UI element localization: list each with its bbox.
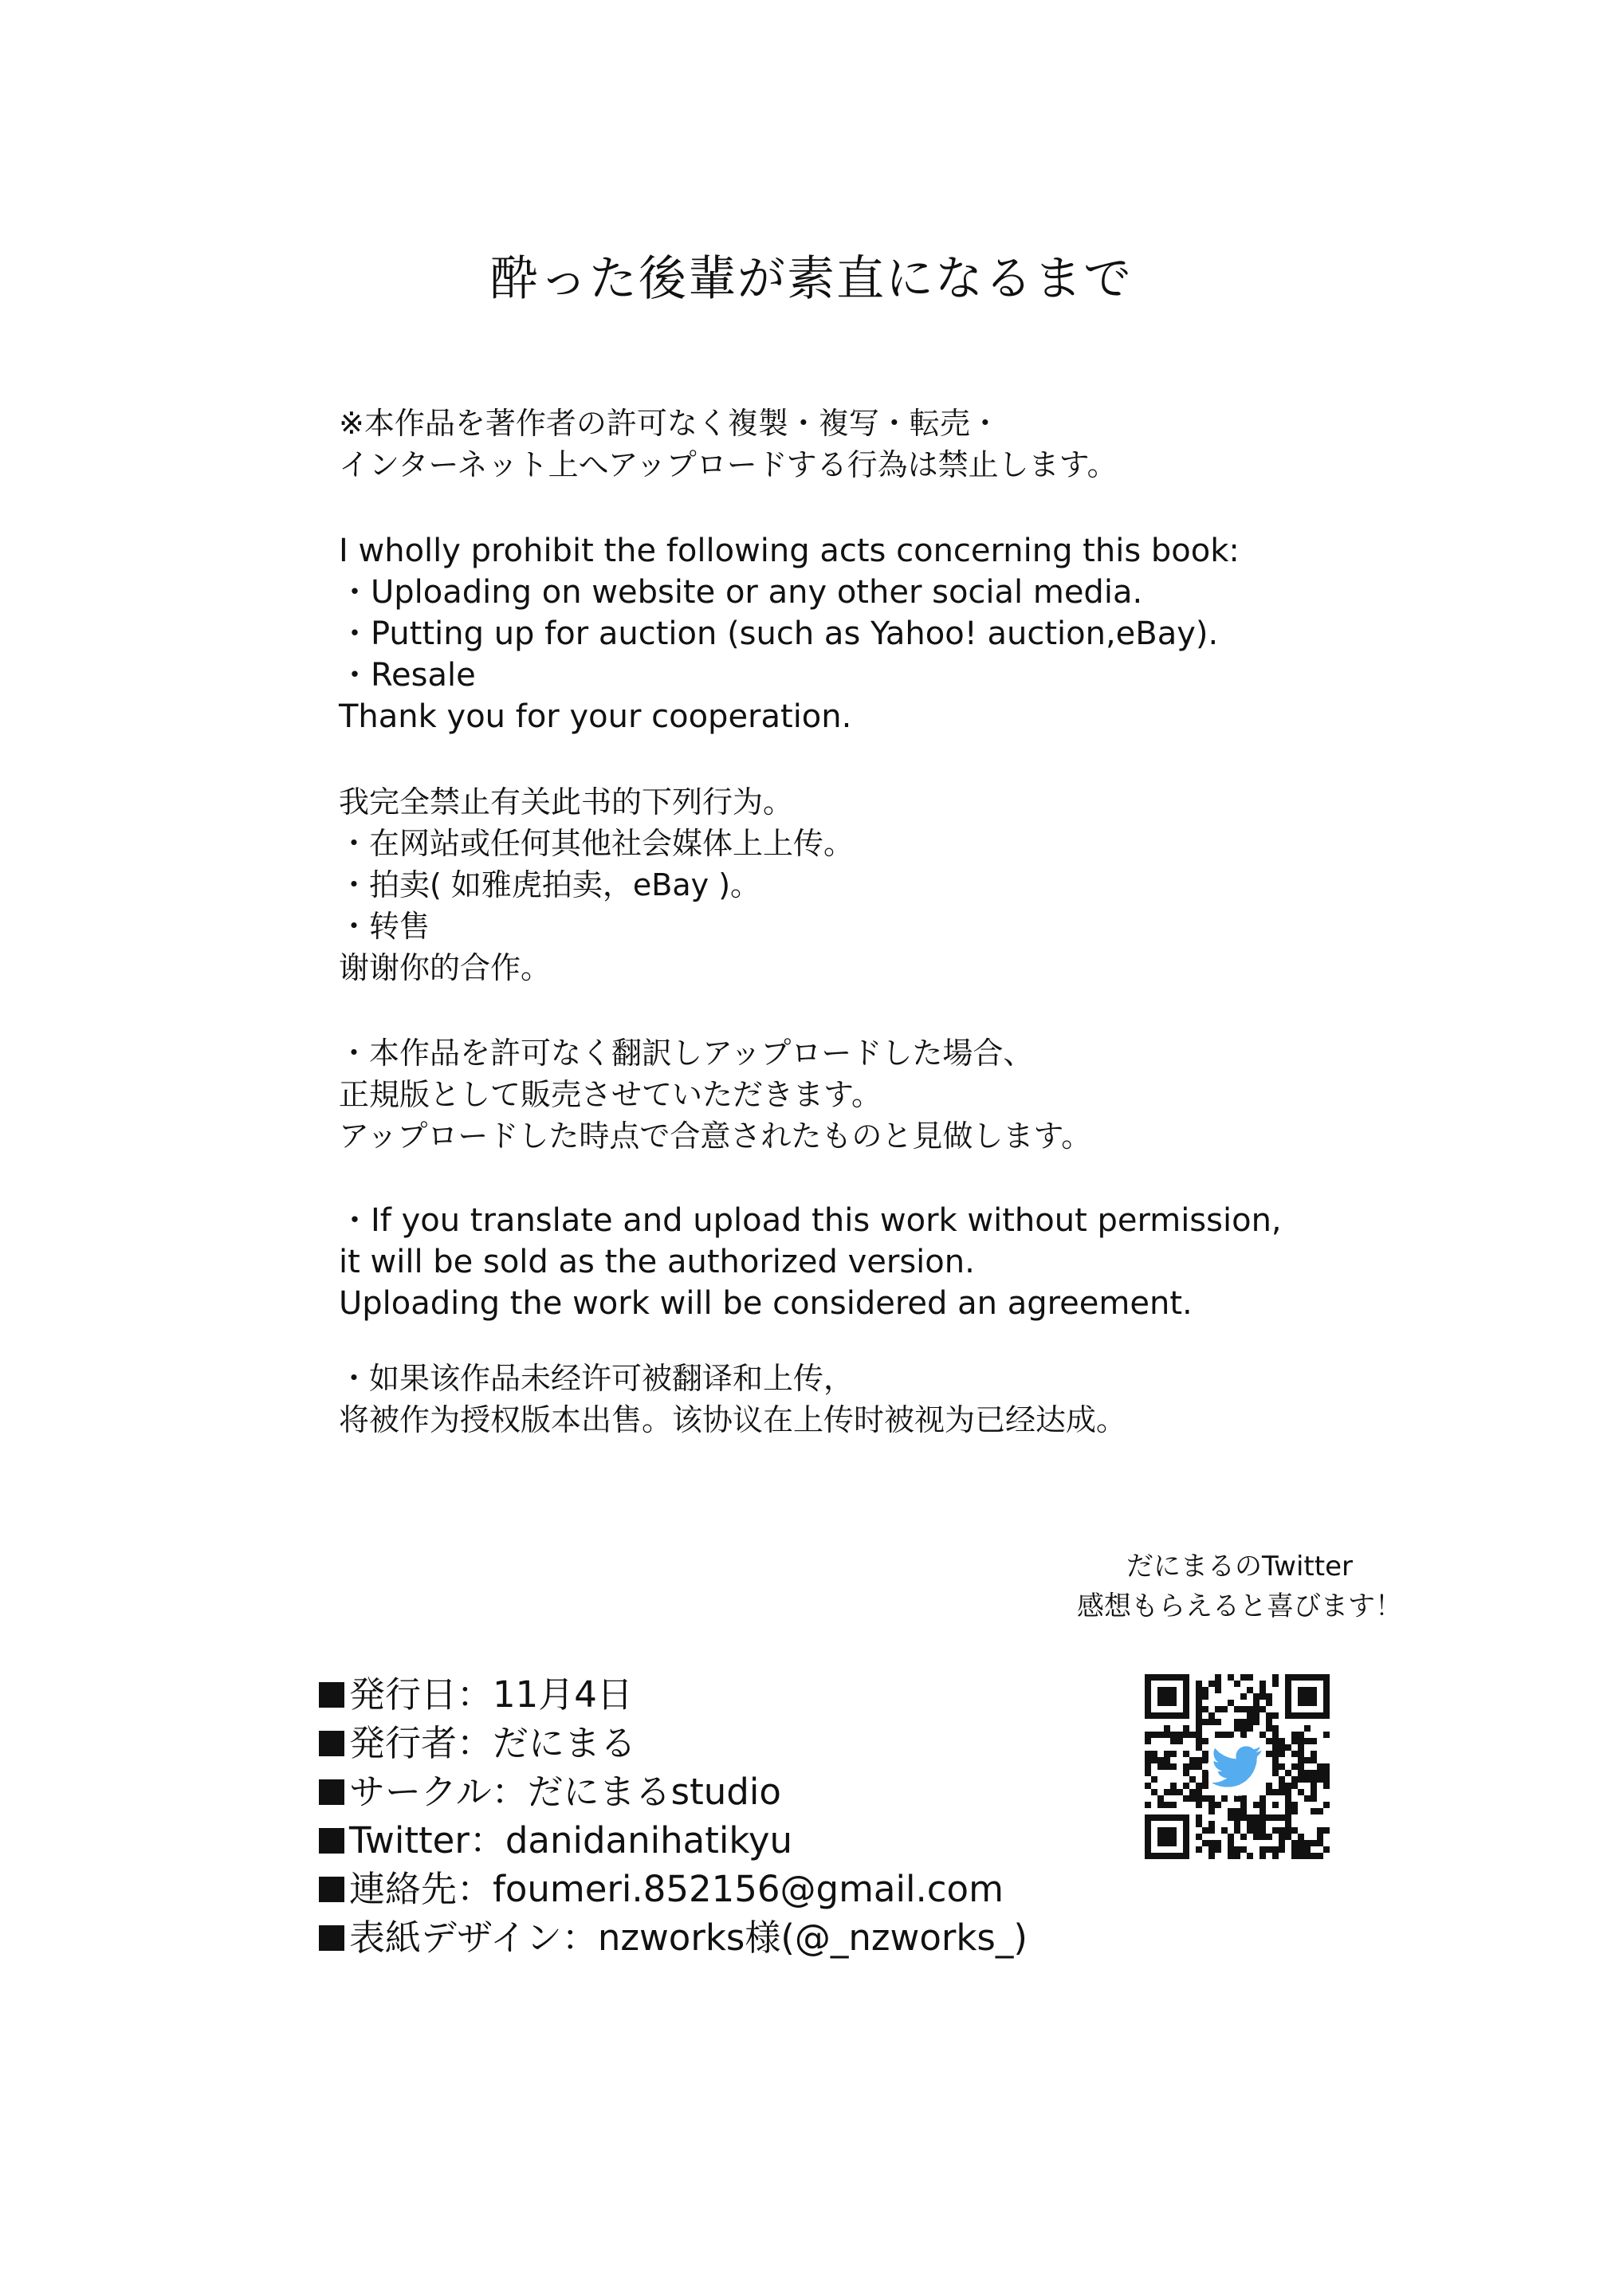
page-title: 酔った後輩が素直になるまで [490,251,1133,307]
colophon-text: 発行者：だにまる [349,1722,637,1764]
notice-line: ・If you translate and upload this work without permission, [339,1202,1282,1239]
square-bullet-icon [319,1731,344,1756]
notice-line: ・Putting up for auction (such as Yahoo! auction,eBay). [339,615,1219,652]
twitter-qr-code[interactable] [1145,1674,1330,1859]
colophon-text: サークル：だにまるstudio [349,1771,781,1813]
notice-line: ※本作品を著作者の許可なく複製・複写・転売・ [339,406,1000,441]
notice-line: ・本作品を許可なく翻訳しアップロードした場合、 [339,1036,1034,1071]
twitter-caption [1028,1547,1451,1626]
notice-line: ・拍卖( 如雅虎拍卖，eBay )。 [339,867,761,902]
notice-line: インターネット上へアップロードする行為は禁止します。 [339,447,1118,482]
notice-line: 谢谢你的合作。 [339,950,552,985]
notice-line: Uploading the work will be considered an agreement. [339,1285,1193,1322]
copyright-notice-japanese [339,403,1439,486]
notice-line: 我完全禁止有关此书的下列行为。 [339,784,794,820]
qr-code-image [1145,1674,1330,1859]
notice-line: I wholly prohibit the following acts concerning this book: [339,533,1240,569]
copyright-notice-english [339,530,1439,737]
colophon [319,1670,1116,1962]
twitter-bird-icon [1208,1737,1267,1796]
square-bullet-icon [319,1877,344,1902]
square-bullet-icon [319,1779,344,1805]
twitter-caption-line: 感想もらえると喜びます！ [1077,1590,1402,1622]
notice-line: アップロードした時点で合意されたものと見做します。 [339,1119,1092,1154]
translation-notice-japanese [339,1032,1439,1157]
colophon-text: 発行日：11月4日 [349,1673,633,1716]
translation-notice-chinese [339,1358,1439,1441]
colophon-row-twitter [319,1816,1116,1865]
notice-line: ・转售 [339,909,430,944]
colophon-row-circle [319,1767,1116,1816]
notice-line: ・在网站或任何其他社会媒体上上传。 [339,826,855,861]
square-bullet-icon [319,1828,344,1854]
colophon-row-cover-design [319,1913,1116,1962]
colophon-row-contact [319,1865,1116,1913]
notice-line: Thank you for your cooperation. [339,698,852,735]
notice-line: ・Uploading on website or any other social media. [339,574,1143,611]
colophon-text: 表紙デザイン：nzworks様(@_nzworks_) [349,1917,1028,1959]
colophon-row-publisher [319,1719,1116,1767]
square-bullet-icon [319,1682,344,1708]
copyright-notice-chinese [339,781,1439,989]
notice-line: it will be sold as the authorized version. [339,1244,975,1280]
notice-line: 正規版として販売させていただきます。 [339,1077,882,1112]
notice-line: 将被作为授权版本出售。该协议在上传时被视为已经达成。 [339,1402,1127,1437]
colophon-text: Twitter：danidanihatikyu [349,1819,792,1862]
translation-notice-english [339,1200,1439,1324]
notice-line: ・Resale [339,657,476,694]
colophon-row-date [319,1670,1116,1719]
colophon-text: 連絡先：foumeri.852156@gmail.com [349,1868,1004,1910]
square-bullet-icon [319,1925,344,1951]
twitter-caption-line: だにまるのTwitter [1126,1551,1353,1582]
notice-line: ・如果该作品未经许可被翻译和上传， [339,1361,855,1396]
